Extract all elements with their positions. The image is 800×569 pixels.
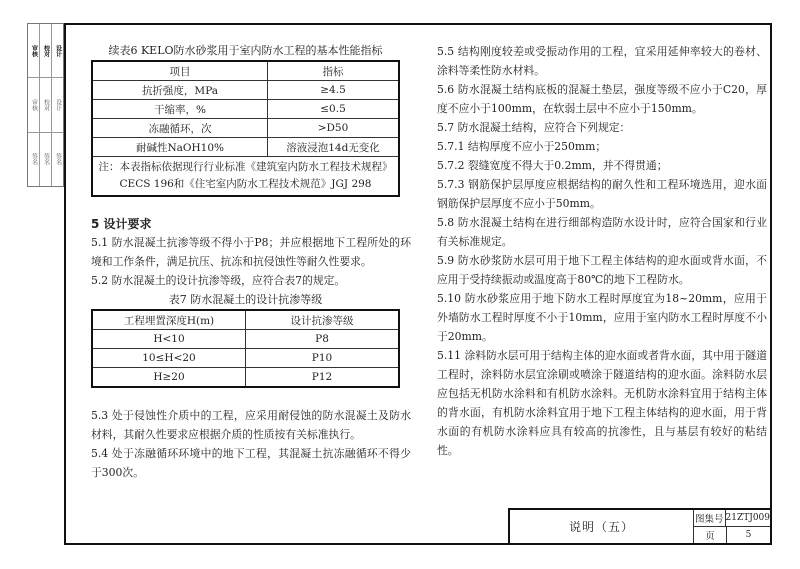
table-header-row	[92, 61, 399, 81]
approval-signature-strip	[27, 23, 64, 187]
table-row	[92, 368, 399, 388]
header-cell: 工程埋置深度H(m)	[92, 310, 246, 330]
clause-5-10: 5.10 防水砂浆应用于地下防水工程时厚度宜为18~20mm，应用于外墙防水工程时厚度不小于10mm，应用于室内防水工程时厚度不小于20mm。	[437, 292, 767, 343]
name-cell: 签名	[54, 153, 62, 166]
table-row	[92, 100, 399, 119]
table6-caption: 续表6 KELO防水砂浆用于室内防水工程的基本性能指标	[108, 44, 383, 57]
table-cell: ≤0.5	[268, 100, 400, 119]
atlas-label: 图集号	[694, 510, 726, 526]
table-cell: P8	[246, 330, 400, 349]
table-cell: 冻融循环，次	[92, 119, 268, 138]
table-row	[92, 138, 399, 157]
left-column	[91, 42, 411, 482]
header-cell: 指标	[268, 61, 400, 81]
clause-5-7: 5.7 防水混凝土结构，应符合下列规定：	[437, 121, 631, 134]
clause-5-9: 5.9 防水砂浆防水层可用于地下工程主体结构的迎水面或背水面，不应用于受持续振动或温度高于80℃的地下工程防水。	[437, 254, 767, 286]
table-cell: 抗折强度，MPa	[92, 81, 268, 100]
table-cell: 溶液浸泡14d无变化	[268, 138, 400, 157]
table-cell: 干缩率，%	[92, 100, 268, 119]
clause-5-1: 5.1 防水混凝土抗渗等级不得小于P8；并应根据地下工程所处的环境和工作条件，满足抗压、抗冻和抗侵蚀性等耐久性要求。	[91, 236, 411, 268]
sheet-title: 说明（五）	[510, 510, 694, 543]
table-header-row	[92, 310, 399, 330]
clause-5-7-3: 5.7.3 钢筋保护层厚度应根据结构的耐久性和工程环境选用，迎水面钢筋保护层厚度不应小于50mm。	[437, 178, 767, 210]
section-heading: 5 设计要求	[91, 217, 152, 231]
page-row	[694, 527, 770, 543]
table7	[91, 309, 400, 388]
role-cell: 设计	[54, 98, 62, 111]
role-row	[28, 78, 63, 132]
table-note: 注：本表指标依据现行行业标准《建筑室内防水工程技术规程》CECS 196和《住宅室内防水工程技术规范》JGJ 298	[92, 157, 399, 197]
table-cell: H<10	[92, 330, 246, 349]
table-row	[92, 119, 399, 138]
name-cell: 签名	[28, 133, 40, 186]
signature-cell: 审核	[28, 24, 40, 77]
header-cell: 设计抗渗等级	[246, 310, 400, 330]
clause-5-7-2: 5.7.2 裂缝宽度不得大于0.2mm，并不得贯通；	[437, 159, 668, 172]
table-row	[92, 349, 399, 368]
table-cell: H≥20	[92, 368, 246, 388]
role-cell: 审核	[28, 78, 40, 131]
table6	[91, 60, 400, 197]
table7-caption: 表7 防水混凝土的设计抗渗等级	[168, 293, 323, 306]
table-row	[92, 81, 399, 100]
page-label: 页	[694, 527, 727, 543]
table-cell: >D50	[268, 119, 400, 138]
clause-5-3: 5.3 处于侵蚀性介质中的工程，应采用耐侵蚀的防水混凝土及防水材料，其耐久性要求应根据介质的性质按有关标准执行。	[91, 409, 411, 441]
clause-5-11: 5.11 涂料防水层可用于结构主体的迎水面或者背水面，其中用于隧道工程时，涂料防水层宜涂刷或喷涂于隧道结构的迎水面。涂料防水层应包括无机防水涂料和有机防水涂料。无机防水涂料宜用于结构主体的背水面，有机防水涂料宜用于地下工程主体结构的迎水面，用于背水面的有机防水涂料应具有较高的抗渗性，且与基层有较好的粘结性。	[437, 349, 767, 457]
clause-5-2: 5.2 防水混凝土的设计抗渗等级，应符合表7的规定。	[91, 274, 346, 287]
table-cell: 耐碱性NaOH10%	[92, 138, 268, 157]
atlas-row	[694, 510, 770, 527]
signature-row	[28, 24, 63, 78]
name-row	[28, 133, 63, 186]
page-number: 5	[745, 530, 752, 540]
clause-5-5: 5.5 结构刚度较差或受振动作用的工程，宜采用延伸率较大的卷材、涂料等柔性防水材料。	[437, 45, 767, 77]
name-cell: 签名	[40, 133, 52, 186]
table-cell: 10≤H<20	[92, 349, 246, 368]
table-row	[92, 330, 399, 349]
table-cell: ≥4.5	[268, 81, 400, 100]
role-cell: 校对	[40, 78, 52, 131]
signature-cell: 校对	[40, 24, 52, 77]
right-column	[437, 42, 767, 460]
clause-5-6: 5.6 防水混凝土结构底板的混凝土垫层，强度等级不应小于C20，厚度不应小于100mm，在软弱土层中不应小于150mm。	[437, 83, 767, 115]
table-cell: P12	[246, 368, 400, 388]
clause-5-7-1: 5.7.1 结构厚度不应小于250mm；	[437, 140, 607, 153]
table-cell: P10	[246, 349, 400, 368]
clause-5-8: 5.8 防水混凝土结构在进行细部构造防水设计时，应符合国家和行业有关标准规定。	[437, 216, 767, 248]
atlas-number: 21ZTJ009	[725, 513, 770, 523]
signature-cell: 设计	[54, 44, 62, 57]
title-block	[508, 508, 772, 545]
table-note-row	[92, 157, 399, 197]
title-block-grid	[694, 510, 770, 543]
header-cell: 项目	[92, 61, 268, 81]
clause-5-4: 5.4 处于冻融循环环境中的地下工程，其混凝土抗冻融循环不得少于300次。	[91, 447, 411, 479]
